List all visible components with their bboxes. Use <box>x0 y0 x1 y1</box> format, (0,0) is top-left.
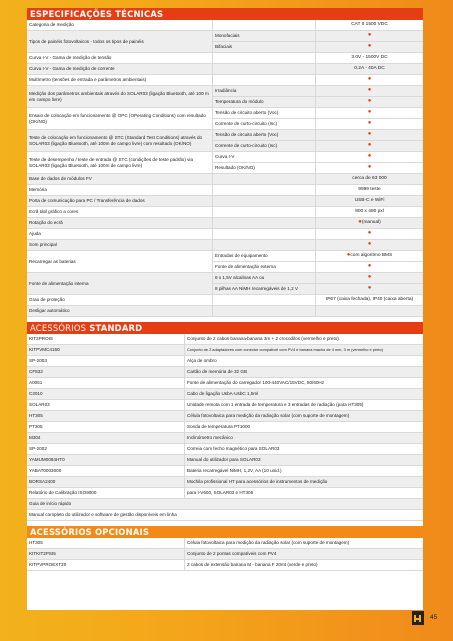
spec-sub-label: Tensão de circuito aberto (Voc) <box>213 108 316 119</box>
accessories-code: BORSA2400 <box>27 477 185 488</box>
spec-value: ● <box>316 284 423 295</box>
spec-value: ● <box>316 86 423 97</box>
spec-sub-label <box>213 306 316 317</box>
spec-label: Categoria de medição <box>27 20 213 31</box>
brand-logo-icon <box>412 611 424 625</box>
accessories-desc: Correia com fecho magnético para SOLAR03 <box>185 444 423 455</box>
spec-value: ● <box>316 141 423 152</box>
spec-label: Teste de colocação em funcionamento @ STC (Standard Test Conditions) através do SOLAR03 (ligação Bluetooth, até 100m de campo livre) com resultado (OK/NO) <box>27 130 213 152</box>
spec-label: Porta de comunicação para PC / Transferência de dados <box>27 196 213 207</box>
spec-label: Ensaio de colocação em funcionamento @ OPC (OPerating Conditions) com resultado (OK/NO) <box>27 108 213 130</box>
spec-label: Memória <box>27 185 213 196</box>
spec-sub-label: Resultado (OK/NO) <box>213 163 316 174</box>
accessories-code: YAMUM0084HT0 <box>27 455 185 466</box>
spec-label: Base de dados de módulos FV <box>27 174 213 185</box>
accessories-desc: para I-V600, SOLAR03 e HT305 <box>185 488 423 499</box>
specs-title: ESPECIFICAÇÕES TÉCNICAS <box>27 8 423 20</box>
spec-sub-label <box>213 64 316 75</box>
spec-value: 0.2A - 40A DC <box>316 64 423 75</box>
accessories-desc: Inclinómetro mecânico <box>185 433 423 444</box>
spec-value: ● <box>316 229 423 240</box>
accessories-title-bold: STANDARD <box>89 323 143 333</box>
spec-sub-label: Temperatura do módulo <box>213 97 316 108</box>
spec-sub-label: Fonte de alimentação externa <box>213 262 316 273</box>
spec-label: Ecrã tátil gráfico a cores <box>27 207 213 218</box>
spec-value: ● (manual) <box>316 218 423 229</box>
spec-label: Desligar automático <box>27 306 213 317</box>
spec-value: ● <box>316 262 423 273</box>
accessories-table <box>27 334 423 521</box>
spec-value: ● <box>316 163 423 174</box>
spec-label: Multímetro (tensões de entrada e parâmetros ambientais) <box>27 75 213 86</box>
accessories-desc: Mochila profissional HT para acessórios de instrumentos de medição <box>185 477 423 488</box>
spec-value: ● <box>316 119 423 130</box>
optional-title: ACESSÓRIOS OPCIONAIS <box>27 526 423 538</box>
page-number: 45 <box>430 614 438 621</box>
spec-label: Fonte de alimentação interna <box>27 273 213 295</box>
spec-label: Tipos de painéis fotovoltaicos - todos os tipos de painéis <box>27 31 213 53</box>
accessories-code: CF832 <box>27 367 185 378</box>
spec-sub-label <box>213 207 316 218</box>
accessories-desc: Fonte de alimentação do carregador 100-440VAC/15VDC, 50/60Hz <box>185 378 423 389</box>
spec-value: IP67 (caixa fechada), IP40 (caixa aberta) <box>316 295 423 306</box>
spec-sub-label <box>213 185 316 196</box>
accessories-code: A0061 <box>27 378 185 389</box>
accessories-desc: Cabo de ligação UsbA-UsbC 1,5ml <box>185 389 423 400</box>
spec-value: USB-C e WiFi <box>316 196 423 207</box>
optional-desc: 2 cabos de extensão banana M - banana F 20mt (verde e preto) <box>185 560 423 571</box>
accessories-code: KIT2PROIS <box>27 334 185 345</box>
accessories-title <box>27 322 423 334</box>
spec-value: CAT II 1500 VDC <box>316 20 423 31</box>
accessories-desc: Célula fotovoltaica para medição da radiação solar (com suporte de montagem) <box>185 411 423 422</box>
spec-value: ● <box>316 108 423 119</box>
spec-value: ● <box>316 240 423 251</box>
spec-sub-label <box>213 174 316 185</box>
spec-sub-label: Bifaciais <box>213 42 316 53</box>
accessories-code: YABAT0003000 <box>27 466 185 477</box>
spec-sub-label <box>213 196 316 207</box>
spec-sub-label: Entradas de equipamento <box>213 251 316 262</box>
spec-sub-label <box>213 218 316 229</box>
spec-value: ● <box>316 42 423 53</box>
accessories-desc: Manual do utilizador para SOLAR03 <box>185 455 423 466</box>
accessories-title-light: ACESSÓRIOS <box>30 323 87 333</box>
spec-sub-label <box>213 75 316 86</box>
accessories-code: C2010 <box>27 389 185 400</box>
spec-sub-label: Corrente de curto-circuito (Isc) <box>213 141 316 152</box>
spec-value: ● <box>316 273 423 284</box>
spec-label: Recarregar as baterias <box>27 251 213 273</box>
accessories-code: KITPVMC4150 <box>27 345 185 356</box>
spec-sub-label <box>213 240 316 251</box>
spec-label: Som principal <box>27 240 213 251</box>
spec-value: cerca de 63 000 <box>316 174 423 185</box>
spec-label: Teste de desempenho / teste de entrada @ STC (condições de teste padrão) via SOLAR03 (ligação Bluetooth, até 100m de campo livre) <box>27 152 213 174</box>
spec-value: ● com algoritmo BMS <box>316 251 423 262</box>
spec-sub-label <box>213 229 316 240</box>
spec-value: ● <box>316 31 423 42</box>
accessories-code: M304 <box>27 433 185 444</box>
spec-sub-label: Monofaciais <box>213 31 316 42</box>
accessories-note: Guia de início rápido <box>27 499 423 510</box>
spec-sub-label: Tensão de circuito aberto (Voc) <box>213 130 316 141</box>
optional-desc: Conjunto de 2 pontas compatíveis com PV4 <box>185 549 423 560</box>
spec-value: ● <box>316 152 423 163</box>
spec-label: Ajuda <box>27 229 213 240</box>
accessories-code: HT305 <box>27 411 185 422</box>
optional-code: HT305 <box>27 538 185 549</box>
spec-sub-label <box>213 295 316 306</box>
spec-sub-label: Curva I-V <box>213 152 316 163</box>
accessories-code: SOLAR03 <box>27 400 185 411</box>
spec-label: Medição dos parâmetros ambientais através do SOLAR03 (ligação Bluetooth, até 100 m em campo livre) <box>27 86 213 108</box>
accessories-desc: Cartão de memória de 32 GB <box>185 367 423 378</box>
spec-label: Grau de proteção <box>27 295 213 306</box>
accessories-code: Relatório de Calibração ISO9000 <box>27 488 185 499</box>
accessories-desc: Conjunto de 2 adaptadores com conector compatível com PV4 e banana macho de 4 mm, 3 m (vermelho e preto) <box>185 345 423 356</box>
optional-table <box>27 538 423 571</box>
spec-label: Rotação do ecrã <box>27 218 213 229</box>
spec-value: ● <box>316 75 423 86</box>
accessories-note: Manual completo do utilizador e software de gestão disponíveis em linha <box>27 510 423 521</box>
spec-value <box>316 306 423 317</box>
spec-label: Curva I-V - Gama de medição de corrente <box>27 64 213 75</box>
spec-value: 3.0V - 1500V DC <box>316 53 423 64</box>
accessories-code: SP-2002 <box>27 444 185 455</box>
accessories-desc: Conjunto de 2 cabos banana-banana 3m + 2 crocodilos (vermelho e preto) <box>185 334 423 345</box>
accessories-desc: Bateria recarregável NiMH, 1,2V, AA (10 unid.) <box>185 466 423 477</box>
spec-sub-label: 8 pilhas AA NiMH recarregáveis de 1,2 V <box>213 284 316 295</box>
accessories-desc: Unidade remota com 1 entrada de temperatura e 3 entradas de radiação (para HT305) <box>185 400 423 411</box>
optional-code: KITPVPROEXT20 <box>27 560 185 571</box>
specs-table <box>27 20 423 317</box>
accessories-code: PT305 <box>27 422 185 433</box>
spec-value: 9999 teste <box>316 185 423 196</box>
accessories-code: SP-2003 <box>27 356 185 367</box>
optional-code: KITKIT2PSI5 <box>27 549 185 560</box>
accessories-desc: Alça de ombro <box>185 356 423 367</box>
spec-value: ● <box>316 130 423 141</box>
optional-desc: Célula fotovoltaica para medição da radiação solar (com suporte de montagem) <box>185 538 423 549</box>
spec-value: 800 x 480 pxl <box>316 207 423 218</box>
spec-label: Curva I-V - Gama de medição de tensão <box>27 53 213 64</box>
spec-sub-label: Irradiância <box>213 86 316 97</box>
spec-sub-label: Corrente de curto-circuito (Isc) <box>213 119 316 130</box>
spec-value: ● <box>316 97 423 108</box>
spec-sheet <box>27 8 423 610</box>
spec-sub-label <box>213 20 316 31</box>
accessories-desc: Sonda de temperatura PT1000 <box>185 422 423 433</box>
spec-sub-label: 8 x 1,5V alcalinas AA ou <box>213 273 316 284</box>
spec-sub-label <box>213 53 316 64</box>
